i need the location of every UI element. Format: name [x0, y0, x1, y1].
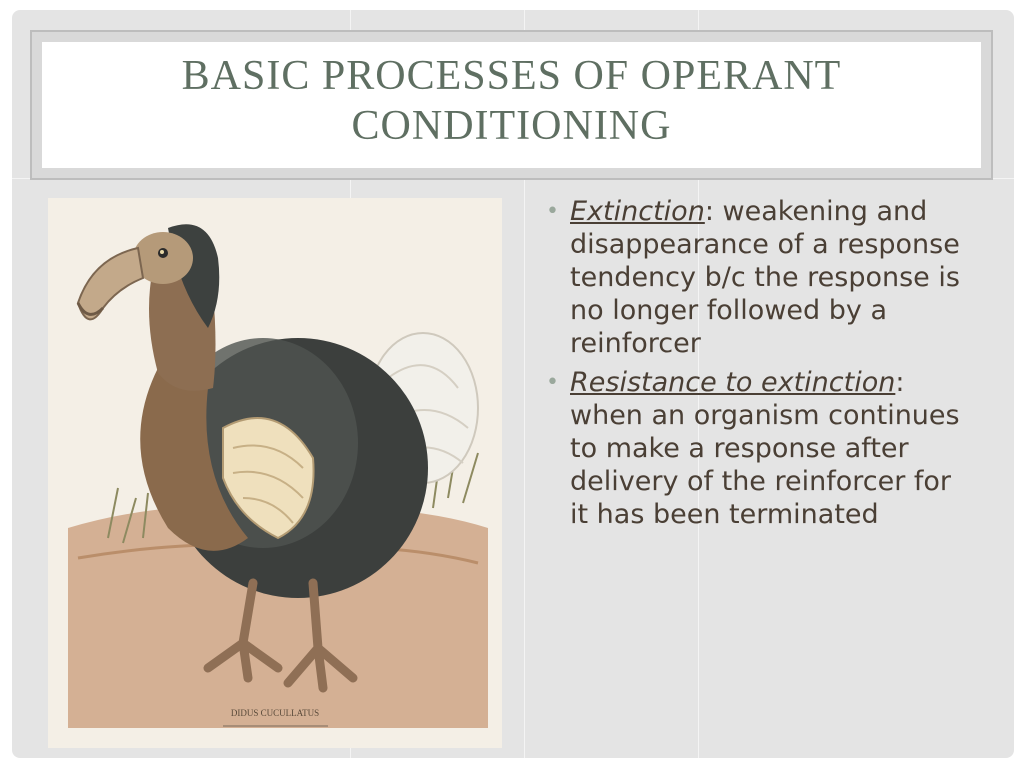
- bullet-dot: •: [546, 370, 559, 395]
- bullet-definition: weakening and disappearance of a response tendency b/c the response is no longer followed by a reinforcer: [570, 196, 960, 359]
- title-frame: [30, 30, 993, 180]
- slide-title: BASIC PROCESSES OF OPERANT CONDITIONING: [181, 53, 842, 149]
- bullet-item-resistance: [544, 366, 974, 531]
- title-box: [42, 42, 981, 168]
- dodo-bird-image: [48, 198, 502, 748]
- bullet-item-extinction: [544, 195, 974, 360]
- bullet-list: [544, 195, 974, 537]
- dodo-illustration: [48, 198, 502, 748]
- bullet-dot: •: [546, 199, 559, 224]
- bullet-separator: :: [895, 367, 905, 398]
- illustration-caption: DIDUS CUCULLATUS: [230, 708, 320, 718]
- slide-panel: [12, 10, 1014, 758]
- bullet-term: Resistance to extinction: [570, 367, 896, 398]
- bullet-definition: when an organism continues to make a response after delivery of the reinforcer for it has been terminated: [570, 400, 960, 530]
- bullet-term: Extinction: [570, 196, 705, 227]
- bullet-separator: :: [704, 196, 714, 227]
